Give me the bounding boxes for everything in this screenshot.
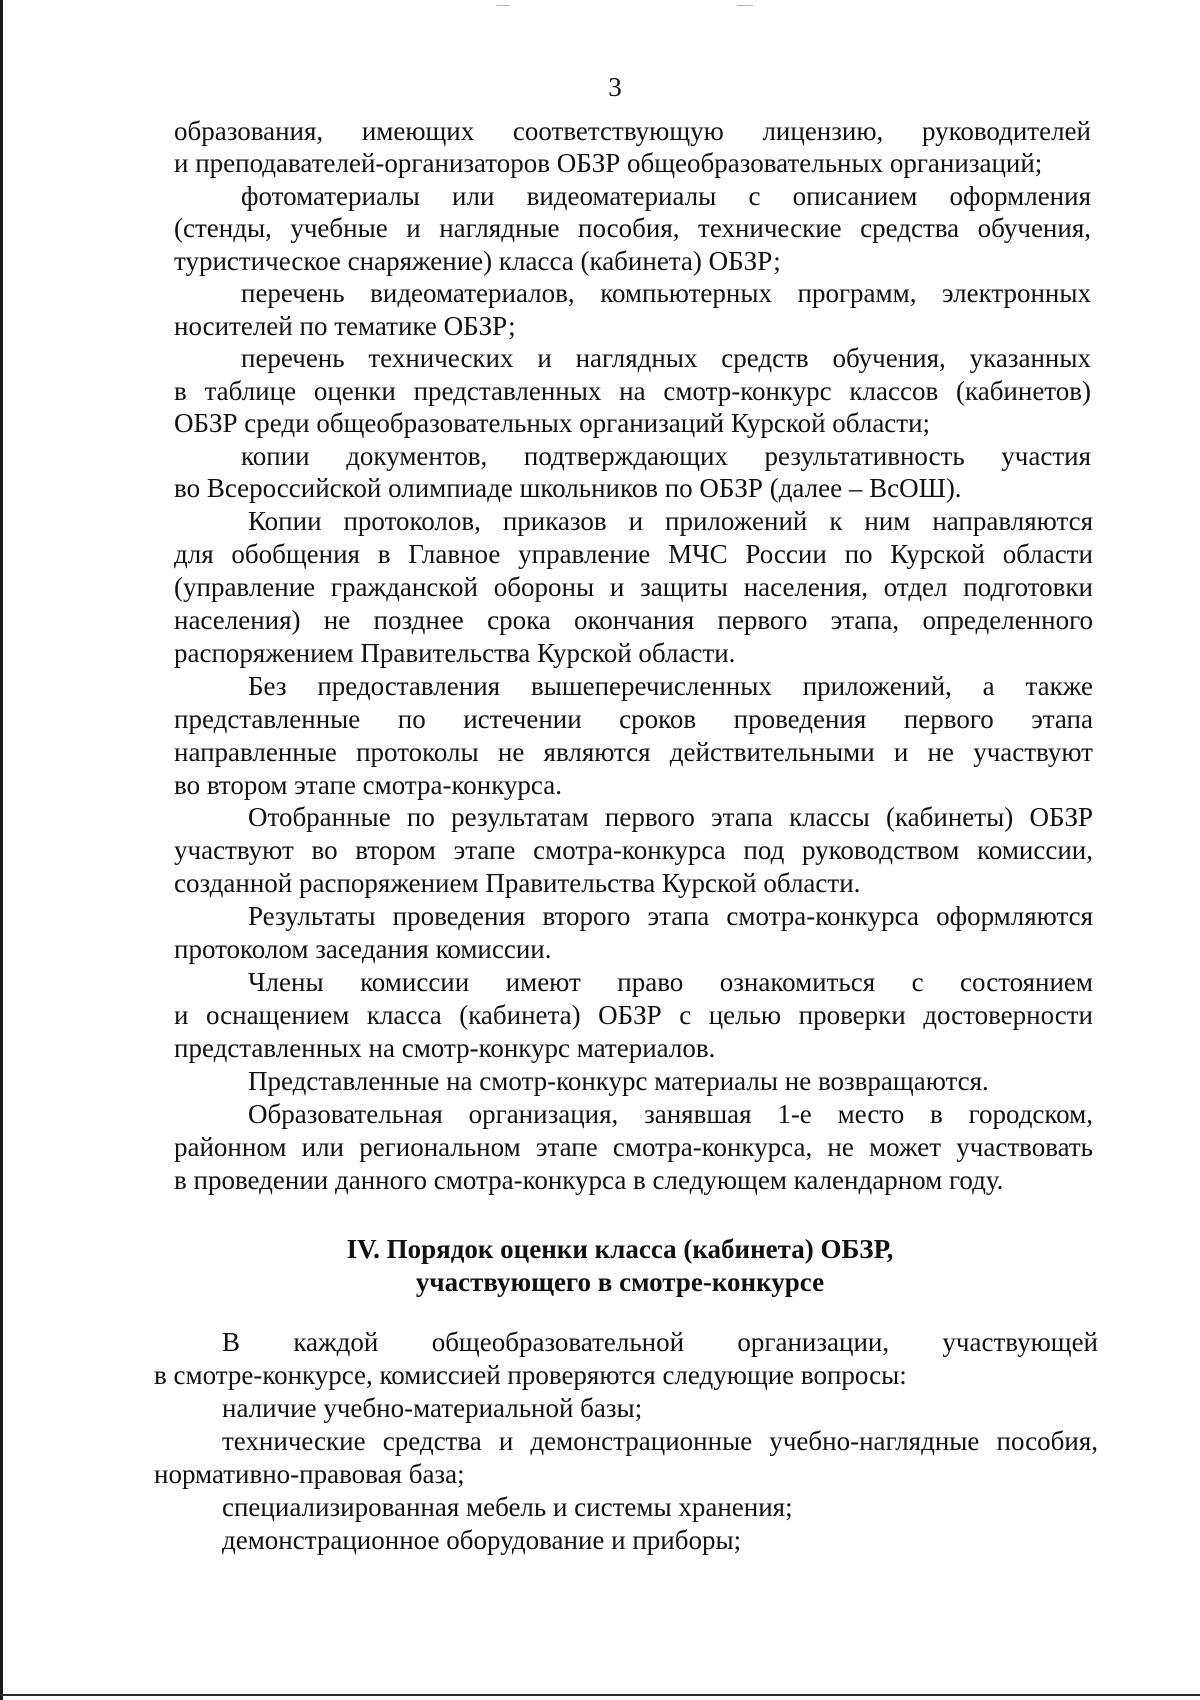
text-line: копии документов, подтверждающих результативность участия — [241, 441, 1091, 471]
text-line: протоколом заседания комиссии. — [174, 934, 552, 964]
text-line: в смотре-конкурсе, комиссией проверяются следующие вопросы: — [154, 1360, 907, 1390]
text-line: носителей по тематике ОБЗР; — [174, 311, 516, 341]
section-heading-line-1: IV. Порядок оценки класса (кабинета) ОБЗР, — [346, 1234, 894, 1264]
text-line: специализированная мебель и системы хранения; — [222, 1492, 793, 1522]
text-line: ОБЗР среди общеобразовательных организаций Курской области; — [174, 408, 931, 438]
text-line: нормативно-правовая база; — [154, 1459, 465, 1489]
scan-left-edge — [0, 0, 3, 1700]
text-line: Представленные на смотр-конкурс материалы не возвращаются. — [248, 1066, 989, 1096]
text-line: демонстрационное оборудование и приборы; — [222, 1525, 742, 1555]
text-line: Без предоставления вышеперечисленных приложений, а также — [248, 671, 1093, 701]
text-line: представленных на смотр-конкурс материалов. — [174, 1033, 716, 1063]
text-line: для обобщения в Главное управление МЧС России по Курской области — [174, 539, 1093, 569]
text-line: фотоматериалы или видеоматериалы с описанием оформления — [241, 181, 1091, 211]
section-heading-line-2: участвующего в смотре-конкурсе — [415, 1267, 825, 1297]
text-line: туристическое снаряжение) класса (кабинета) ОБЗР; — [174, 246, 781, 276]
text-line: районном или региональном этапе смотра-конкурса, не может участвовать — [174, 1132, 1093, 1162]
text-line: во втором этапе смотра-конкурса. — [174, 770, 562, 800]
text-line: Образовательная организация, занявшая 1-е место в городском, — [248, 1099, 1093, 1129]
text-line: участвуют во втором этапе смотра-конкурса под руководством комиссии, — [174, 835, 1093, 865]
text-line: перечень видеоматериалов, компьютерных программ, электронных — [241, 278, 1091, 308]
text-line: перечень технических и наглядных средств обучения, указанных — [241, 343, 1091, 373]
scan-bottom-edge — [0, 1694, 1200, 1696]
text-line: и оснащением класса (кабинета) ОБЗР с целью проверки достоверности — [174, 1000, 1093, 1030]
text-line: созданной распоряжением Правительства Курской области. — [174, 868, 861, 898]
text-line: в таблице оценки представленных на смотр-конкурс классов (кабинетов) — [174, 376, 1091, 406]
text-line: распоряжением Правительства Курской области. — [174, 638, 736, 668]
text-line: населения) не позднее срока окончания первого этапа, определенного — [174, 605, 1093, 635]
text-line: и преподавателей-организаторов ОБЗР общеобразовательных организаций; — [174, 148, 1043, 178]
text-line: Члены комиссии имеют право ознакомиться с состоянием — [248, 967, 1093, 997]
text-line: Копии протоколов, приказов и приложений к ним направляются — [248, 506, 1093, 536]
text-line: в проведении данного смотра-конкурса в следующем календарном году. — [174, 1165, 1004, 1195]
scan-mark — [737, 5, 753, 6]
text-line: во Всероссийской олимпиаде школьников по ОБЗР (далее – ВсОШ). — [174, 473, 962, 503]
text-line: наличие учебно-материальной базы; — [222, 1393, 643, 1423]
text-line: технические средства и демонстрационные учебно-наглядные пособия, — [222, 1426, 1098, 1456]
text-line: образования, имеющих соответствующую лицензию, руководителей — [174, 116, 1091, 146]
text-line: В каждой общеобразовательной организации, участвующей — [222, 1327, 1098, 1357]
text-line: представленные по истечении сроков проведения первого этапа — [174, 704, 1093, 734]
scan-mark — [496, 5, 510, 6]
page-number: 3 — [608, 72, 622, 102]
text-line: Результаты проведения второго этапа смотра-конкурса оформляются — [248, 901, 1093, 931]
text-line: (управление гражданской обороны и защиты населения, отдел подготовки — [174, 572, 1093, 602]
text-line: направленные протоколы не являются действительными и не участвуют — [174, 737, 1093, 767]
text-line: Отобранные по результатам первого этапа классы (кабинеты) ОБЗР — [248, 802, 1093, 832]
text-line: (стенды, учебные и наглядные пособия, технические средства обучения, — [174, 213, 1091, 243]
